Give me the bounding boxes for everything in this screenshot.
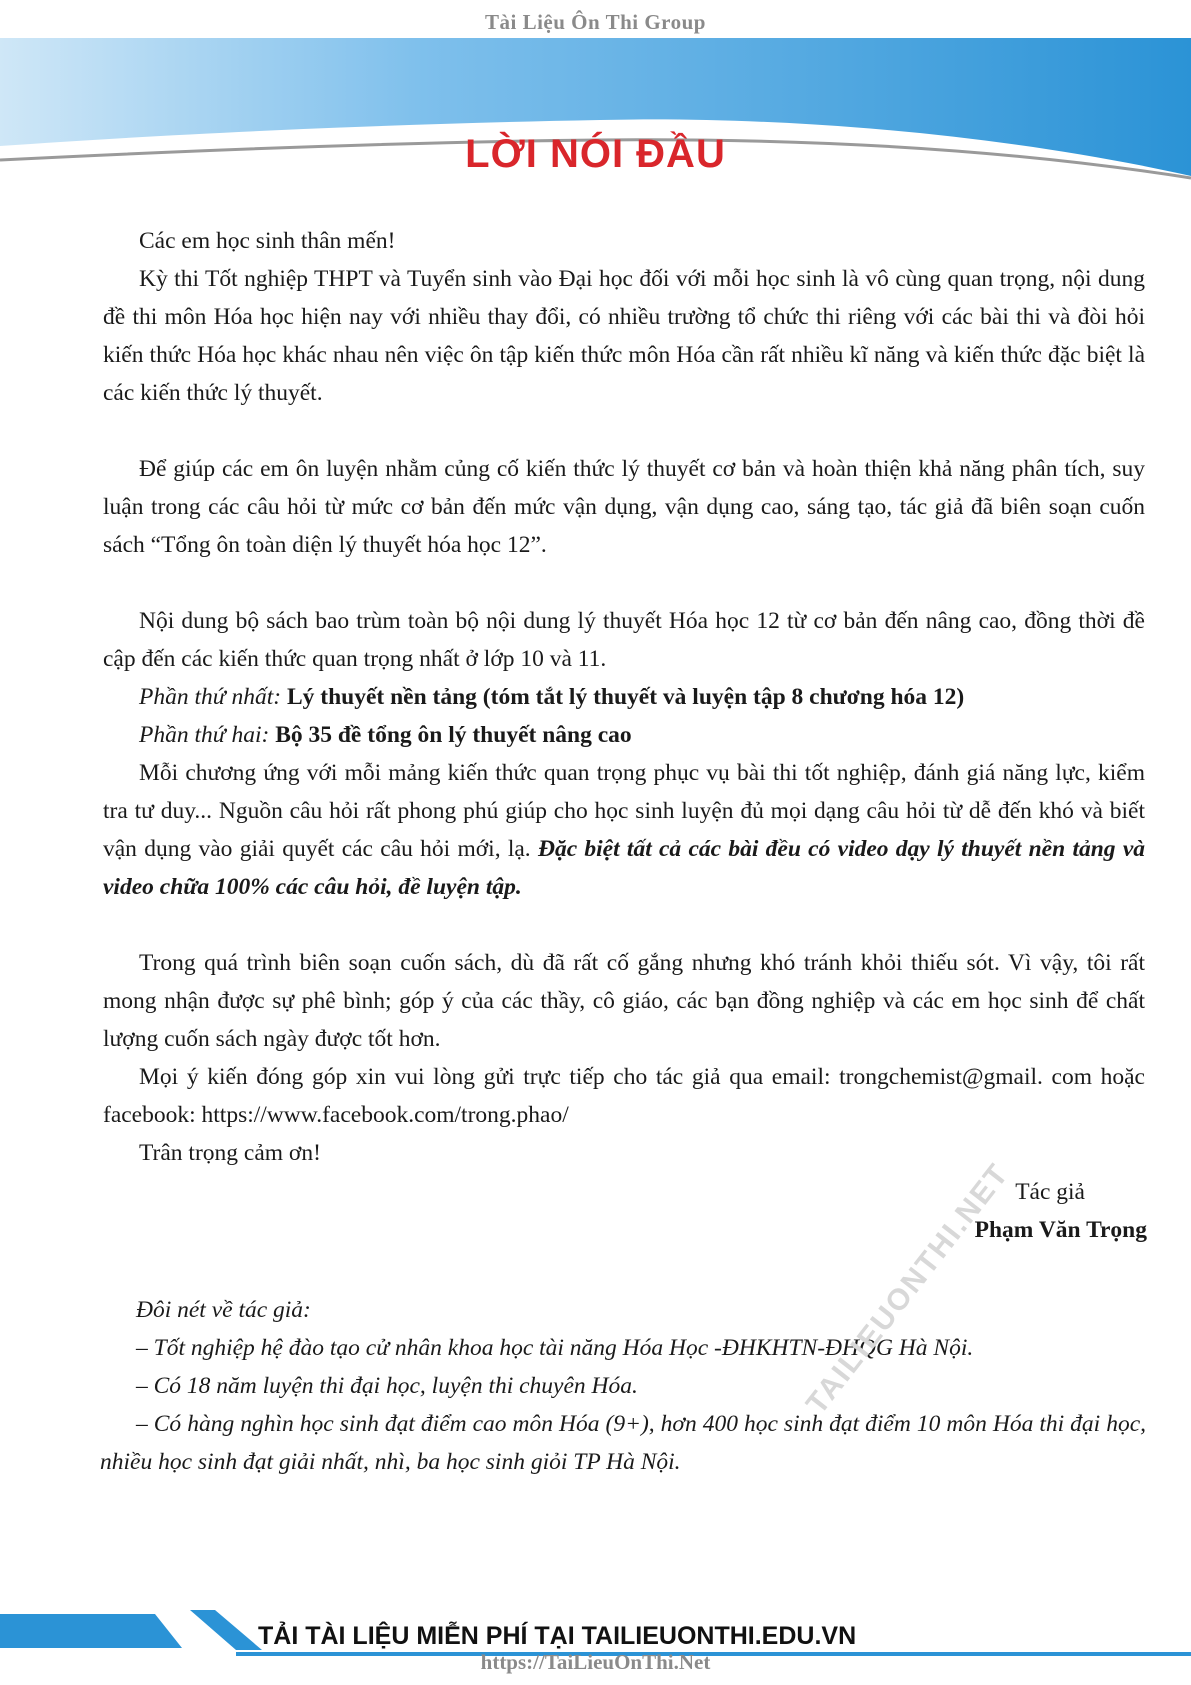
page-title: LỜI NÓI ĐẦU: [465, 132, 726, 176]
signature-role: Tác giả: [1015, 1179, 1085, 1205]
paragraph-4: [103, 754, 1145, 906]
signature-name: Phạm Văn Trọng: [974, 1217, 1147, 1243]
paragraph-6: Mọi ý kiến đóng góp xin vui lòng gửi trực tiếp cho tác giả qua email: trongchemist@gmail. com hoặc facebook: https://www.facebook.com/trong.phao/: [103, 1064, 1145, 1128]
about-item: – Tốt nghiệp hệ đào tạo cử nhân khoa học tài năng Hóa Học -ĐHKHTN-ĐHQG Hà Nội.: [136, 1335, 974, 1361]
closing: Trân trọng cảm ơn!: [139, 1140, 321, 1166]
header-group-label: Tài Liệu Ôn Thi Group: [485, 10, 706, 34]
paragraph-3: Nội dung bộ sách bao trùm toàn bộ nội dung lý thuyết Hóa học 12 từ cơ bản đến nâng cao, đồng thời đề cập đến các kiến thức quan trọng nhất ở lớp 10 và 11.: [103, 608, 1145, 672]
about-item: – Có 18 năm luyện thi đại học, luyện thi chuyên Hóa.: [136, 1373, 638, 1399]
footer-download-link[interactable]: TẢI TÀI LIỆU MIỄN PHÍ TẠI TAILIEUONTHI.EDU.VN: [258, 1622, 857, 1650]
about-heading: Đôi nét về tác giả:: [136, 1297, 311, 1323]
part-2-text: Bộ 35 đề tổng ôn lý thuyết nâng cao: [275, 722, 632, 748]
footer-url[interactable]: https://TaiLieuOnThi.Net: [480, 1650, 711, 1674]
about-item: – Có hàng nghìn học sinh đạt điểm cao môn Hóa (9+), hơn 400 học sinh đạt điểm 10 môn Hóa thi đại học, nhiều học sinh đạt giải nhất, nhì, ba học sinh giỏi TP Hà Nội.: [100, 1411, 1146, 1475]
part-1: [103, 678, 1145, 716]
paragraph-4-emphasis: Đặc biệt tất cả các bài đều có video dạy lý thuyết nền tảng và video chữa 100% các câu hỏi, đề luyện tập.: [103, 836, 1145, 900]
part-2-label: Phần thứ hai:: [139, 722, 270, 748]
paragraph-1: Kỳ thi Tốt nghiệp THPT và Tuyển sinh vào Đại học đối với mỗi học sinh là vô cùng quan trọng, nội dung đề thi môn Hóa học hiện nay với nhiều thay đổi, có nhiều trường tổ chức thi riêng với các bài thi và đòi hỏi kiến thức Hóa học khác nhau nên việc ôn tập kiến thức môn Hóa cần rất nhiều kĩ năng và kiến thức đặc biệt là các kiến thức lý thuyết.: [103, 266, 1145, 406]
greeting: Các em học sinh thân mến!: [139, 228, 396, 254]
paragraph-5: Trong quá trình biên soạn cuốn sách, dù đã rất cố gắng nhưng khó tránh khỏi thiếu sót. Vì vậy, tôi rất mong nhận được sự phê bình; góp ý của các thầy, cô giáo, các bạn đồng nghiệp và các em học sinh để chất lượng cuốn sách ngày được tốt hơn.: [103, 950, 1145, 1052]
about-author: [100, 1291, 1146, 1481]
watermark: TAILIEUONTHI.NET: [800, 1157, 1016, 1421]
paragraph-4-text: Mỗi chương ứng với mỗi mảng kiến thức quan trọng phục vụ bài thi tốt nghiệp, đánh giá năng lực, kiểm tra tư duy... Nguồn câu hỏi rất phong phú giúp cho học sinh luyện đủ mọi dạng câu hỏi từ dễ đến khó và biết vận dụng vào giải quyết các câu hỏi mới, lạ.: [103, 760, 1145, 862]
part-1-label: Phần thứ nhất:: [139, 684, 282, 710]
part-1-text: Lý thuyết nền tảng (tóm tắt lý thuyết và luyện tập 8 chương hóa 12): [286, 684, 965, 710]
part-2: [103, 716, 1145, 754]
paragraph-2: Để giúp các em ôn luyện nhằm củng cố kiến thức lý thuyết cơ bản và hoàn thiện khả năng phân tích, suy luận trong các câu hỏi từ mức cơ bản đến mức vận dụng, vận dụng cao, sáng tạo, tác giả đã biên soạn cuốn sách “Tổng ôn toàn diện lý thuyết hóa học 12”.: [103, 456, 1145, 558]
preface-body: [103, 222, 1145, 1172]
